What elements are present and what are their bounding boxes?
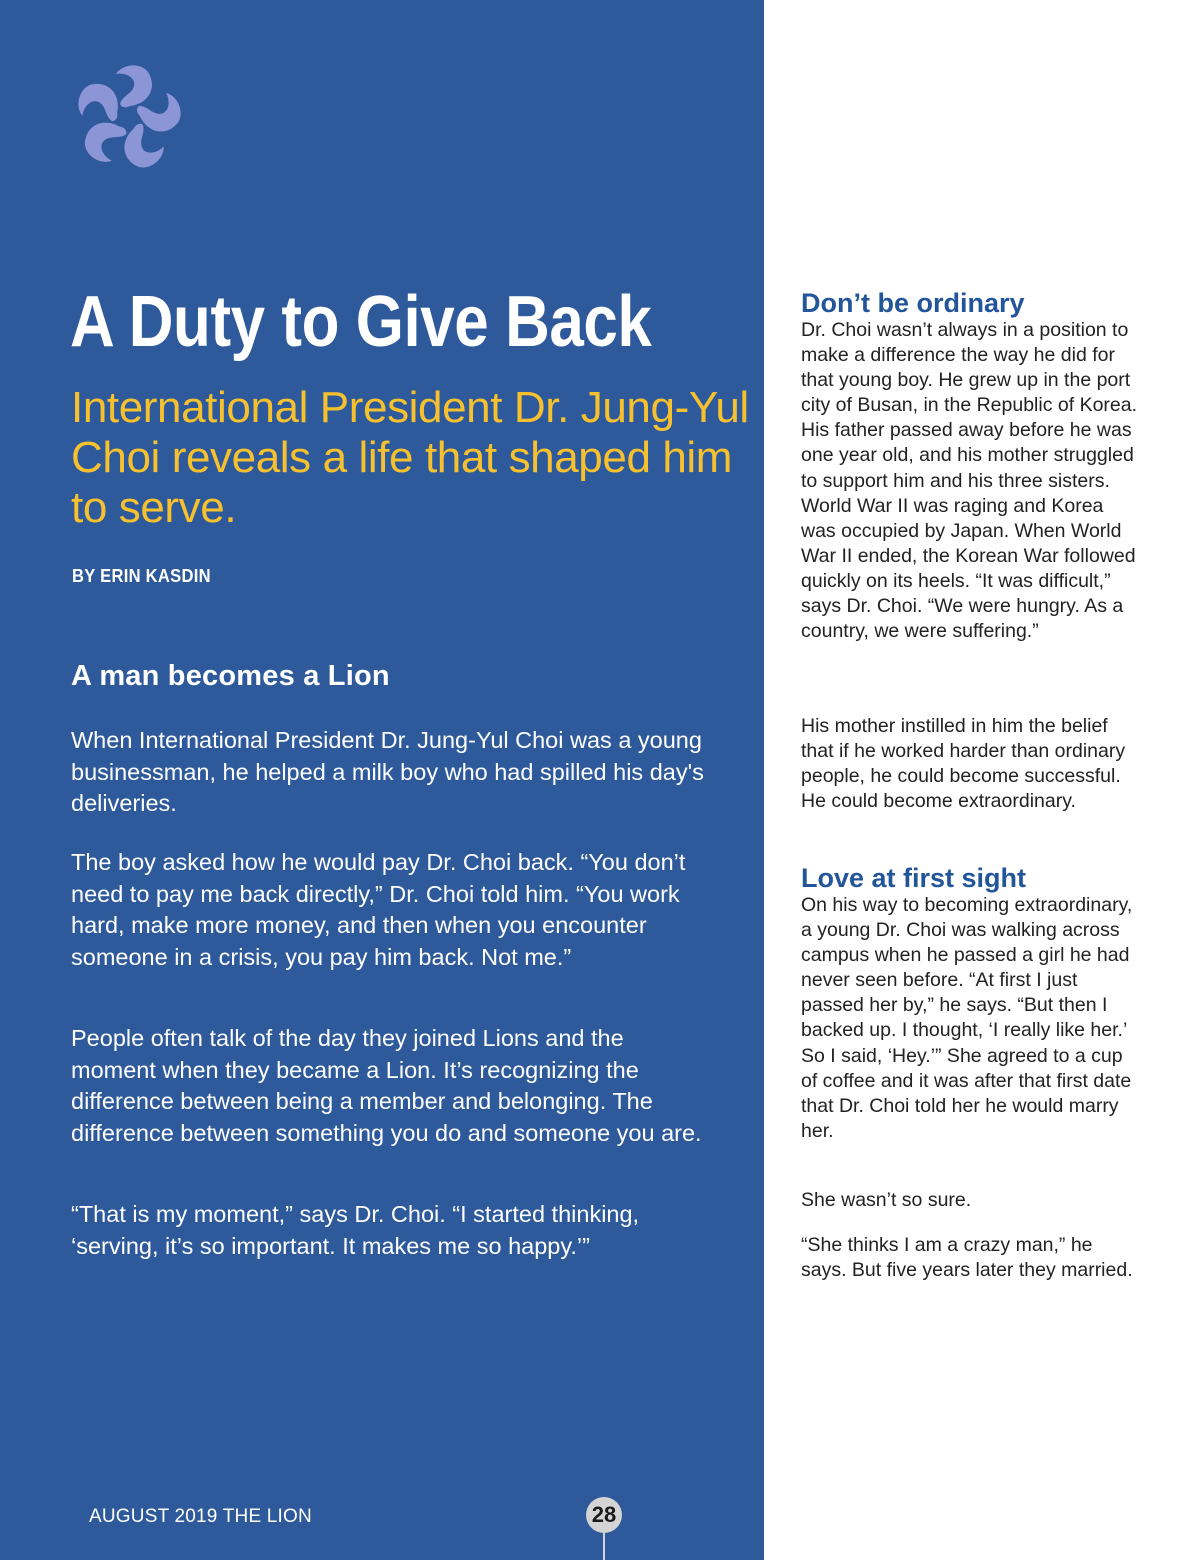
page-number-badge: 28 (586, 1497, 622, 1533)
article-deck: International President Dr. Jung-Yul Choi reveals a life that shaped him to serve. (71, 383, 749, 532)
left-paragraph: The boy asked how he would pay Dr. Choi back. “You don’t need to pay me back directly,” Dr. Choi told him. “You work hard, make more money, and then when you encounter someone in a crisis, you pay him back. Not me.” (71, 849, 686, 970)
pinwheel-swirl-icon (72, 62, 184, 174)
right-paragraph: She wasn’t so sure. (801, 1189, 972, 1211)
subhead-man-becomes-lion: A man becomes a Lion (71, 660, 390, 692)
left-paragraph: When International President Dr. Jung-Yul Choi was a young businessman, he helped a milk boy who had spilled his day's deliveries. (71, 727, 704, 816)
right-paragraph: Dr. Choi wasn’t always in a position to make a difference the way he did for that young boy. He grew up in the port city of Busan, in the Republic of Korea. His father passed away before he was one year old, and his mother struggled to support him and his three sisters. World War II was raging and Korea was occupied by Japan. When World War II ended, the Korean War followed quickly on its heels. “It was difficult,” says Dr. Choi. “We were hungry. As a country, we were suffering.” (801, 319, 1138, 643)
right-paragraph: His mother instilled in him the belief that if he worked harder than ordinary people, he could become successful. He could become extraordinary. (801, 715, 1126, 813)
page-number-line (603, 1533, 605, 1560)
article-title: A Duty to Give Back (70, 282, 652, 362)
right-paragraph: On his way to becoming extraordinary, a young Dr. Choi was walking across campus when he passed a girl he had never seen before. “At first I just passed her by,” he says. “But then I backed up. I thought, ‘I really like her.’ So I said, ‘Hey.’” She agreed to a cup of coffee and it was after that first date that Dr. Choi told her he would marry her. (801, 894, 1133, 1142)
left-paragraph: People often talk of the day they joined Lions and the moment when they became a Lion. It’s recognizing the difference between being a member and belonging. The difference between something you do and someone you are. (71, 1025, 702, 1146)
right-paragraph: “She thinks I am a crazy man,” he says. But five years later they married. (801, 1234, 1133, 1282)
heading-love-at-first-sight: Love at first sight (801, 863, 1027, 893)
byline: BY ERIN KASDIN (72, 566, 211, 586)
heading-dont-be-ordinary: Don’t be ordinary (801, 288, 1025, 318)
footer-publication: AUGUST 2019 THE LION (89, 1506, 312, 1527)
left-paragraph: “That is my moment,” says Dr. Choi. “I started thinking, ‘serving, it’s so important. It makes me so happy.’” (71, 1201, 640, 1259)
